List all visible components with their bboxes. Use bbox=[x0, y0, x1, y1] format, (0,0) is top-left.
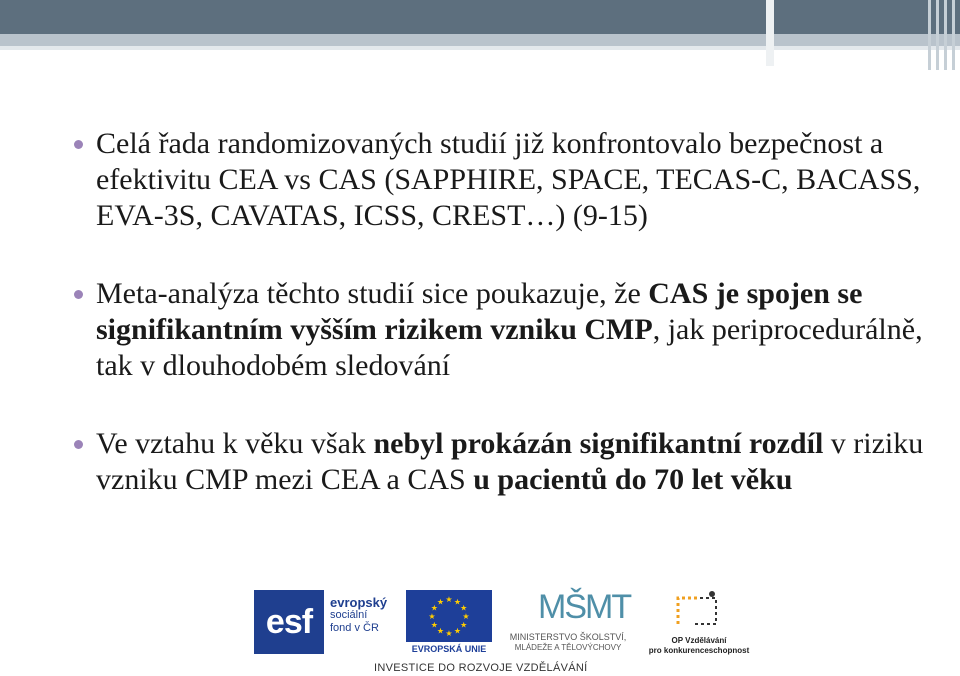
op-caption-2: pro konkurenceschopnost bbox=[648, 646, 750, 655]
esf-logo bbox=[254, 590, 404, 654]
bullet-text-bold: nebyl prokázán signifikantní rozdíl bbox=[373, 427, 824, 460]
bullet-text: Celá řada randomizovaných studií již konfrontovalo bezpečnost a efektivitu CEA vs CAS (SAPPHIRE, SPACE, TECAS-C, BACASS, EVA-3S, CAVATAS, ICSS, CREST…) (9-15) bbox=[96, 127, 921, 232]
bullet-list bbox=[74, 126, 924, 540]
eu-star-icon: ★ bbox=[462, 612, 470, 621]
op-logo bbox=[646, 588, 752, 660]
bullet-text: v riziku vzniku CMP mezi CEA a CAS bbox=[96, 427, 924, 496]
bullet-item bbox=[74, 126, 924, 234]
msmt-caption-2: MLÁDEŽE A TĚLOVÝCHOVY bbox=[514, 643, 622, 652]
eu-star-icon: ★ bbox=[460, 620, 468, 630]
esf-text bbox=[330, 596, 387, 635]
bullet-item bbox=[74, 276, 924, 384]
bullet-dot bbox=[74, 290, 83, 299]
esf-line-3: fond v ČR bbox=[330, 622, 379, 634]
bullet-text: Meta-analýza těchto studií sice poukazuje, že bbox=[96, 277, 649, 310]
msmt-mark: MŠMT bbox=[538, 588, 631, 626]
eu-star-icon: ★ bbox=[436, 626, 445, 636]
bullet-text: Ve vztahu k věku však bbox=[96, 427, 374, 460]
eu-star-icon: ★ bbox=[460, 603, 468, 613]
esf-line-1: evropský bbox=[330, 595, 388, 610]
eu-star-icon: ★ bbox=[453, 626, 462, 636]
eu-logo bbox=[406, 590, 492, 656]
msmt-caption-1: MINISTERSTVO ŠKOLSTVÍ, bbox=[509, 632, 627, 642]
eu-star-icon: ★ bbox=[436, 597, 445, 607]
header-band bbox=[0, 0, 960, 34]
investment-line: INVESTICE DO ROZVOJE VZDĚLÁVÁNÍ bbox=[374, 662, 588, 674]
bullet-item bbox=[74, 426, 924, 498]
bullet-text-bold: CAS je spojen se signifikantním vyšším rizikem vzniku CMP bbox=[96, 277, 863, 346]
header-band-light bbox=[0, 34, 960, 46]
funding-logos bbox=[254, 588, 754, 676]
msmt-logo bbox=[498, 588, 638, 660]
eu-star-icon: ★ bbox=[445, 629, 453, 638]
eu-caption: EVROPSKÁ UNIE bbox=[411, 644, 487, 654]
eu-star-icon: ★ bbox=[430, 603, 438, 613]
bullet-dot bbox=[74, 440, 83, 449]
corner-decoration bbox=[766, 0, 774, 66]
eu-star-icon: ★ bbox=[430, 620, 438, 630]
eu-star-icon: ★ bbox=[428, 612, 436, 621]
op-caption-1: OP Vzdělávání bbox=[671, 636, 727, 645]
corner-stripes bbox=[926, 0, 960, 70]
eu-star-icon: ★ bbox=[453, 597, 462, 607]
esf-mark: esf bbox=[254, 590, 324, 654]
eu-star-icon: ★ bbox=[445, 595, 453, 604]
esf-line-2: sociální bbox=[330, 609, 368, 621]
bullet-dot bbox=[74, 140, 83, 149]
eu-flag-icon bbox=[406, 590, 492, 642]
bullet-text: , jak periprocedurálně, tak v dlouhodobém sledování bbox=[96, 313, 923, 382]
bullet-text-bold: u pacientů do 70 let věku bbox=[473, 463, 793, 496]
op-mark-icon bbox=[674, 590, 720, 628]
header-band-thin bbox=[0, 46, 960, 50]
